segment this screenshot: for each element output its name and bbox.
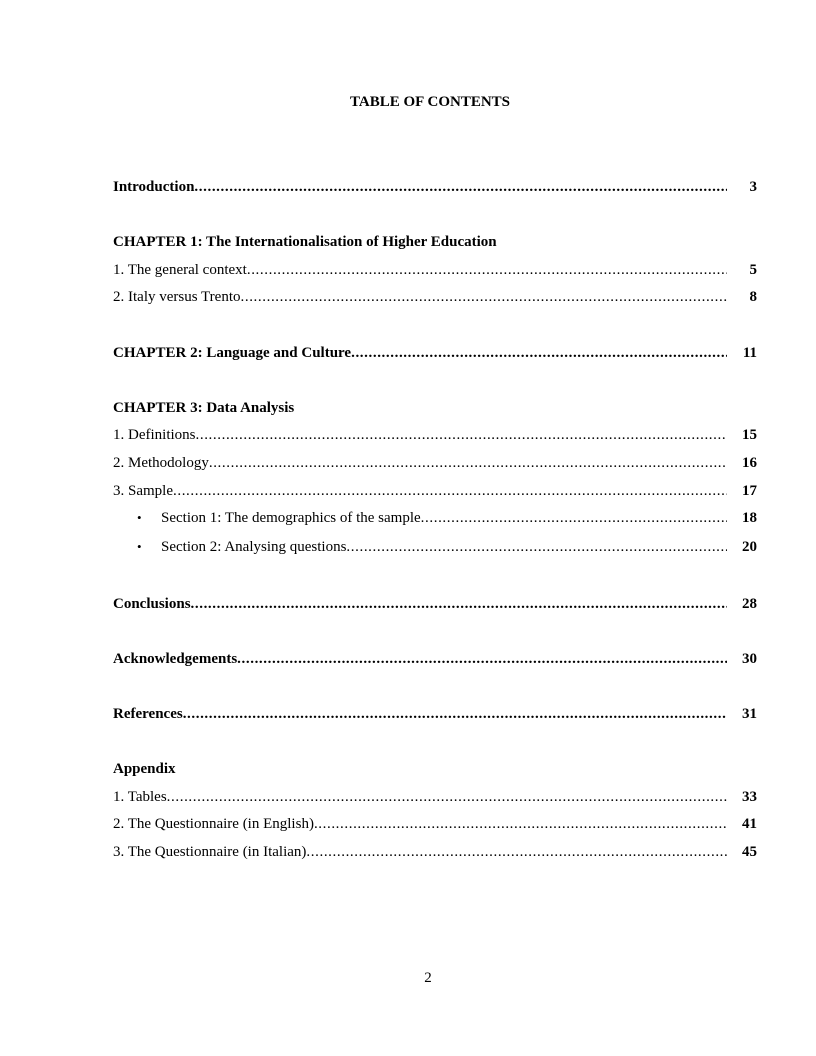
toc-entry-conclusions[interactable] xyxy=(113,594,757,614)
toc-entry-chapter-2[interactable] xyxy=(113,343,757,363)
toc-leader-dots xyxy=(237,649,727,669)
toc-leader-dots xyxy=(241,287,728,307)
toc-entry-label: 2. The Questionnaire (in English) xyxy=(113,816,314,832)
toc-leader-dots xyxy=(194,177,727,197)
toc-entry-definitions[interactable] xyxy=(113,425,757,445)
toc-entry-label: Introduction xyxy=(113,179,195,195)
toc-page-number: 20 xyxy=(742,539,757,555)
toc-page-number: 16 xyxy=(742,455,757,471)
toc-page-number: 45 xyxy=(742,844,757,860)
toc-entry-acknowledgements[interactable] xyxy=(113,649,757,669)
toc-entry-label: References xyxy=(113,706,183,722)
toc-entry-questionnaire-italian[interactable] xyxy=(113,842,757,862)
toc-entry-section-2[interactable] xyxy=(137,537,757,557)
toc-leader-dots xyxy=(167,787,727,807)
chapter-3-heading: CHAPTER 3: Data Analysis xyxy=(113,400,295,416)
toc-entry-label: 3. The Questionnaire (in Italian) xyxy=(113,844,307,860)
toc-page-number: 28 xyxy=(742,596,757,612)
toc-leader-dots xyxy=(351,343,727,363)
bullet-icon: • xyxy=(137,539,142,554)
toc-entry-label: 3. Sample xyxy=(113,483,173,499)
bullet-icon: • xyxy=(137,510,142,525)
toc-entry-label: 1. Definitions xyxy=(113,427,196,443)
toc-leader-dots xyxy=(346,537,727,557)
toc-leader-dots xyxy=(209,453,727,473)
toc-page-number: 33 xyxy=(742,789,757,805)
toc-entry-italy-versus-trento[interactable] xyxy=(113,287,757,307)
toc-page-number: 18 xyxy=(742,510,757,526)
page-number-footer: 2 xyxy=(424,970,432,986)
toc-entry-label: 1. Tables xyxy=(113,789,167,805)
toc-leader-dots xyxy=(191,594,727,614)
page-title: TABLE OF CONTENTS xyxy=(349,94,511,110)
toc-entry-references[interactable] xyxy=(113,704,757,724)
toc-entry-section-1[interactable] xyxy=(137,508,757,528)
toc-leader-dots xyxy=(306,842,727,862)
toc-entry-questionnaire-english[interactable] xyxy=(113,814,757,834)
toc-entry-label: 2. Italy versus Trento xyxy=(113,289,241,305)
toc-entry-label: Acknowledgements xyxy=(113,651,238,667)
toc-leader-dots xyxy=(247,260,727,280)
toc-page-number: 5 xyxy=(749,262,757,278)
toc-entry-label: 2. Methodology xyxy=(113,455,209,471)
toc-leader-dots xyxy=(421,508,727,528)
toc-entry-introduction[interactable] xyxy=(113,177,757,197)
toc-entry-label: CHAPTER 2: Language and Culture xyxy=(113,345,352,361)
appendix-heading: Appendix xyxy=(113,761,176,777)
toc-entry-tables[interactable] xyxy=(113,787,757,807)
toc-leader-dots xyxy=(173,481,727,501)
toc-entry-label: Section 1: The demographics of the sample xyxy=(161,510,421,526)
toc-entry-methodology[interactable] xyxy=(113,453,757,473)
toc-page-number: 11 xyxy=(742,345,757,361)
toc-page-number: 8 xyxy=(749,289,757,305)
toc-entry-label: Section 2: Analysing questions xyxy=(161,539,347,555)
toc-leader-dots xyxy=(183,704,727,724)
toc-page-number: 15 xyxy=(742,427,757,443)
toc-page-number: 31 xyxy=(742,706,757,722)
toc-page-number: 30 xyxy=(742,651,757,667)
toc-page-number: 3 xyxy=(749,179,757,195)
toc-entry-label: 1. The general context xyxy=(113,262,247,278)
toc-page-number: 41 xyxy=(742,816,757,832)
toc-entry-label: Conclusions xyxy=(113,596,191,612)
toc-leader-dots xyxy=(314,814,727,834)
toc-entry-general-context[interactable] xyxy=(113,260,757,280)
toc-entry-sample[interactable] xyxy=(113,481,757,501)
toc-page-number: 17 xyxy=(742,483,757,499)
chapter-1-heading: CHAPTER 1: The Internationalisation of Higher Education xyxy=(113,234,497,250)
toc-leader-dots xyxy=(196,425,728,445)
